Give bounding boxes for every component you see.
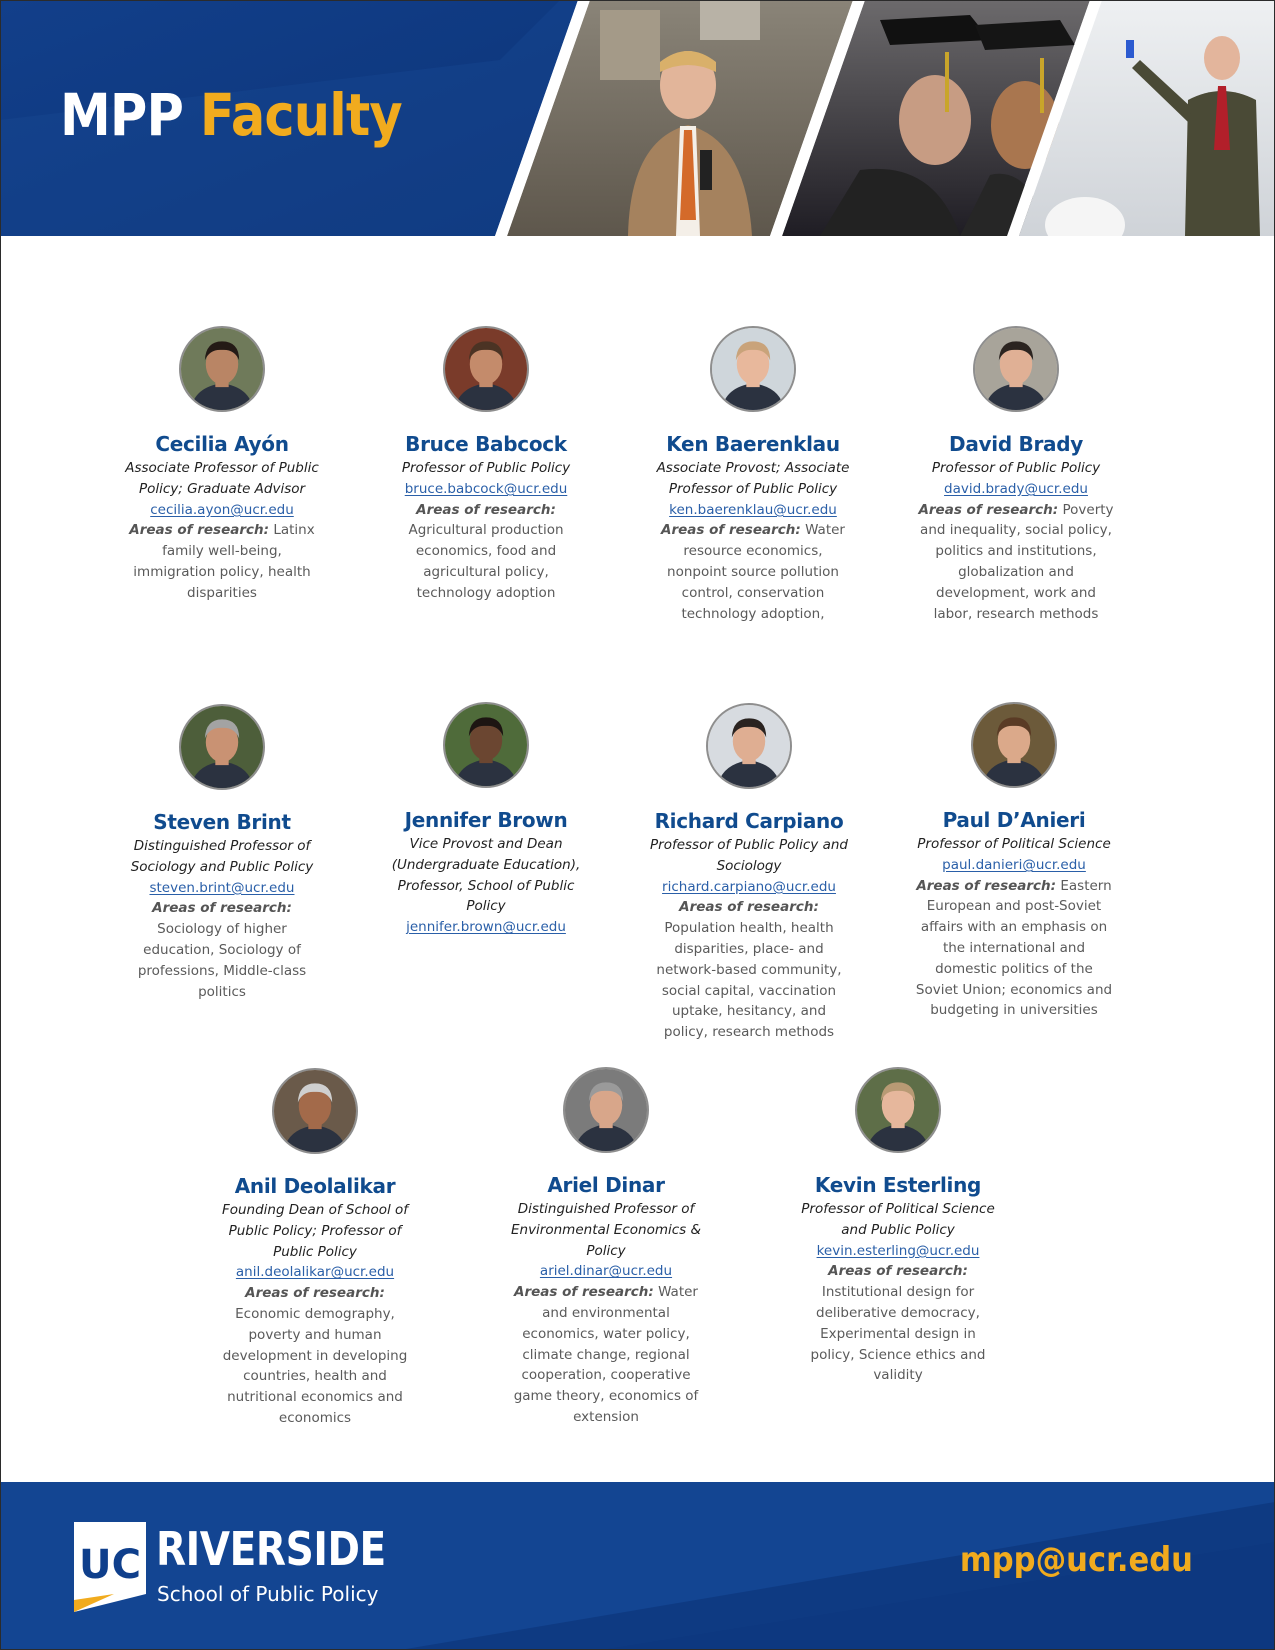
faculty-card-anil-deolalikar <box>215 1068 415 1429</box>
person-photo-icon <box>181 706 263 788</box>
person-photo-icon <box>975 328 1057 410</box>
research-label: Areas of research: <box>129 522 270 539</box>
faculty-photo <box>855 1067 941 1153</box>
faculty-title: Professor of Political Science <box>917 836 1111 852</box>
research-label: Areas of research: <box>661 522 801 539</box>
faculty-email-link[interactable]: jennifer.brown@ucr.edu <box>406 919 566 936</box>
faculty-research <box>653 520 853 624</box>
faculty-name: Anil Deolalikar <box>234 1174 396 1198</box>
faculty-card-ariel-dinar <box>506 1067 706 1428</box>
faculty-name: Kevin Esterling <box>814 1173 982 1197</box>
faculty-photo <box>443 702 529 788</box>
faculty-card-cecilia-ayon <box>122 326 322 604</box>
faculty-title: Professor of Public Policy <box>401 460 571 476</box>
person-photo-icon <box>857 1069 939 1151</box>
faculty-email-link[interactable]: steven.brint@ucr.edu <box>149 879 295 896</box>
faculty-title: Associate Provost; Associate Professor of Public Policy <box>656 460 850 497</box>
page-title-mpp: MPP <box>60 81 183 149</box>
person-photo-icon <box>973 704 1055 786</box>
research-label: Areas of research: <box>416 501 556 518</box>
logo-mark-text: UC <box>79 1542 141 1588</box>
person-photo-icon <box>565 1069 647 1151</box>
faculty-card-david-brady <box>916 326 1116 624</box>
research-text: Institutional design for deliberative democracy, Experimental design in policy, Science ethics and validity <box>810 1284 986 1384</box>
page-title-faculty: Faculty <box>199 81 402 149</box>
logo-school-name: School of Public Policy <box>157 1582 379 1606</box>
person-photo-icon <box>712 328 794 410</box>
faculty-photo <box>706 703 792 789</box>
faculty-research <box>916 500 1116 625</box>
research-label: Areas of research: <box>679 899 819 916</box>
faculty-card-kevin-esterling <box>798 1067 998 1386</box>
faculty-photo <box>973 326 1059 412</box>
faculty-email-link[interactable]: bruce.babcock@ucr.edu <box>404 480 568 497</box>
research-label: Areas of research: <box>828 1263 968 1280</box>
faculty-email-link[interactable]: david.brady@ucr.edu <box>944 480 1088 497</box>
faculty-card-ken-baerenklau <box>653 326 853 624</box>
research-label: Areas of research: <box>918 501 1059 518</box>
contact-email[interactable]: mpp@ucr.edu <box>959 1540 1193 1580</box>
faculty-research <box>122 520 322 603</box>
faculty-research <box>506 1282 706 1428</box>
faculty-photo <box>563 1067 649 1153</box>
research-label: Areas of research: <box>916 877 1057 894</box>
faculty-photo <box>179 326 265 412</box>
footer-banner <box>0 1482 1275 1650</box>
person-photo-icon <box>445 328 527 410</box>
faculty-email-link[interactable]: ken.baerenklau@ucr.edu <box>669 501 837 518</box>
faculty-title: Distinguished Professor of Sociology and Public Policy <box>130 838 314 875</box>
research-text: Agricultural production economics, food and agricultural policy, technology adoption <box>408 522 564 601</box>
faculty-photo <box>443 326 529 412</box>
faculty-title: Founding Dean of School of Public Policy; Professor of Public Policy <box>221 1202 409 1260</box>
faculty-email-link[interactable]: ariel.dinar@ucr.edu <box>539 1263 673 1280</box>
person-photo-icon <box>445 704 527 786</box>
research-text: Economic demography, poverty and human development in developing countries, health and nutritional economics and economics <box>222 1305 408 1426</box>
faculty-email-link[interactable]: paul.danieri@ucr.edu <box>942 856 1086 873</box>
faculty-name: Jennifer Brown <box>404 808 568 832</box>
faculty-photo <box>710 326 796 412</box>
logo-riverside: RIVERSIDE <box>156 1522 386 1576</box>
faculty-card-richard-carpiano <box>649 703 849 1043</box>
faculty-title: Professor of Public Policy <box>931 460 1101 476</box>
faculty-title: Professor of Political Science and Public Policy <box>801 1201 995 1238</box>
person-photo-icon <box>274 1070 356 1152</box>
faculty-research <box>798 1261 998 1386</box>
research-text: Water resource economics, nonpoint source pollution control, conservation technology adoption, <box>667 522 845 622</box>
faculty-email-link[interactable]: richard.carpiano@ucr.edu <box>662 878 836 895</box>
research-text: Eastern European and post-Soviet affairs with an emphasis on the international and domestic politics of the Soviet Union; economics and budgeting in universities <box>915 877 1113 1019</box>
research-label: Areas of research: <box>152 900 292 917</box>
research-text: Latinx family well-being, immigration policy, health disparities <box>133 522 315 601</box>
faculty-research <box>215 1283 415 1429</box>
faculty-name: Cecilia Ayón <box>155 432 289 456</box>
research-text: Water and environmental economics, water policy, climate change, regional cooperation, cooperative game theory, economics of extension <box>513 1284 699 1425</box>
faculty-name: Paul D’Anieri <box>942 808 1086 832</box>
faculty-name: Richard Carpiano <box>654 809 844 833</box>
faculty-card-bruce-babcock <box>386 326 586 604</box>
faculty-title: Distinguished Professor of Environmental Economics & Policy <box>510 1201 701 1259</box>
faculty-title: Associate Professor of Public Policy; Graduate Advisor <box>125 460 319 497</box>
faculty-email-link[interactable]: cecilia.ayon@ucr.edu <box>150 501 294 518</box>
faculty-research <box>122 898 322 1002</box>
person-photo-icon <box>181 328 263 410</box>
uc-logo-icon <box>74 1522 146 1612</box>
research-label: Areas of research: <box>245 1285 385 1302</box>
faculty-card-jennifer-brown <box>386 702 586 938</box>
research-text: Sociology of higher education, Sociology of professions, Middle-class politics <box>137 921 307 1000</box>
research-text: Population health, health disparities, place- and network-based community, social capital, vaccination uptake, hesitancy, and policy, research methods <box>656 920 842 1041</box>
research-text: Poverty and inequality, social policy, politics and institutions, globalization and development, work and labor, research methods <box>920 501 1114 622</box>
faculty-name: David Brady <box>949 432 1083 456</box>
faculty-photo <box>272 1068 358 1154</box>
faculty-name: Steven Brint <box>153 810 291 834</box>
faculty-email-link[interactable]: anil.deolalikar@ucr.edu <box>235 1264 395 1281</box>
faculty-photo <box>971 702 1057 788</box>
faculty-research <box>649 897 849 1043</box>
faculty-card-steven-brint <box>122 704 322 1002</box>
faculty-research <box>914 876 1114 1022</box>
faculty-name: Ariel Dinar <box>547 1173 665 1197</box>
faculty-photo <box>179 704 265 790</box>
faculty-email-link[interactable]: kevin.esterling@ucr.edu <box>816 1242 980 1259</box>
person-photo-icon <box>708 705 790 787</box>
research-label: Areas of research: <box>514 1284 654 1301</box>
faculty-research <box>386 500 586 604</box>
faculty-name: Ken Baerenklau <box>666 432 840 456</box>
page-title <box>60 81 402 149</box>
faculty-name: Bruce Babcock <box>405 432 567 456</box>
faculty-card-paul-d-anieri <box>914 702 1114 1021</box>
faculty-title: Vice Provost and Dean (Undergraduate Education), Professor, School of Public Policy <box>391 836 581 915</box>
faculty-title: Professor of Public Policy and Sociology <box>650 837 848 874</box>
header-banner <box>0 0 1275 236</box>
